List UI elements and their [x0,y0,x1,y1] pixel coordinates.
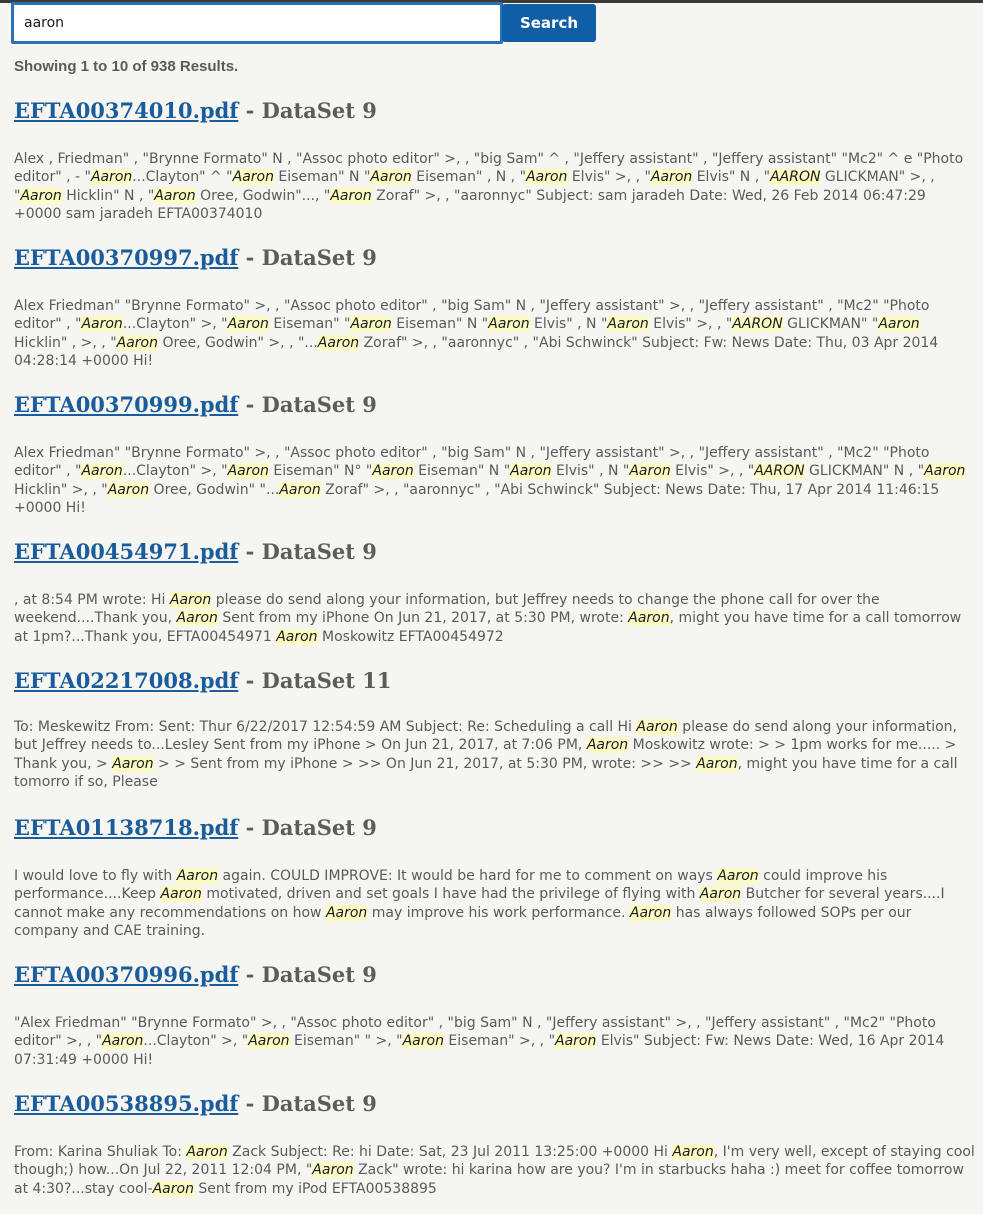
result-snippet: Alex , Friedman" , "Brynne Formato" N , "Assoc photo editor" >, , "big Sam" ^ , "Jeffery assistant" , "Jeffery assistant" "Mc2" ^ e "Photo editor" , - "Aaron...Clayton" ^ "Aaron Eiseman" N "Aaron Eiseman" , N , "Aaron Elvis" >, , "Aaron Elvis" N , "AARON GLICKMAN" >, , "Aaron Hicklin" N , "Aaron Oree, Godwin"..., "Aaron Zoraf" >, , "aaronnyc" Subject: sam jaradeh Date: Wed, 26 Feb 2014 06:47:29 +0000 sam jaradeh EFTA00374010 [14,151,964,222]
result-file-link[interactable]: EFTA00374010.pdf [14,98,239,123]
search-term-highlight: AARON [754,463,805,480]
search-term-highlight: Aaron [176,868,219,884]
search-term-highlight: Aaron [227,316,269,333]
result-title-separator: - [238,392,262,417]
search-term-highlight: Aaron [488,316,530,333]
search-term-highlight: Aaron [152,1180,194,1197]
result-file-link[interactable]: EFTA00538895.pdf [14,1091,239,1116]
result-file-link[interactable]: EFTA00454971.pdf [14,539,239,564]
search-term-highlight: Aaron [112,755,154,772]
search-term-highlight: Aaron [650,169,693,186]
search-term-highlight: Aaron [232,169,274,186]
search-result [14,245,974,369]
search-term-highlight: Aaron [629,463,671,480]
result-snippet: "Alex Friedman" "Brynne Formato" >, , "Assoc photo editor" , "big Sam" N , "Jeffery assistant" >, , "Jeffery assistant" , "Mc2" "Photo editor" >, , "Aaron...Clayton" >, "Aaron Eiseman" " >, "Aaron Eiseman" >, , "Aaron Elvis" Subject: Fw: News Date: Wed, 16 Apr 2014 07:31:49 +0000 Hi! [14,1015,945,1068]
result-title [14,393,974,417]
search-term-highlight: Aaron [696,755,738,772]
search-term-highlight: Aaron [924,463,966,480]
search-term-highlight: Aaron [526,169,568,186]
search-term-highlight: Aaron [699,886,742,903]
search-term-highlight: Aaron [586,737,629,754]
search-result [14,815,974,939]
search-term-highlight: Aaron [555,1033,597,1050]
search-input[interactable] [11,2,503,44]
search-term-highlight: Aaron [350,316,392,333]
result-file-link[interactable]: EFTA00370996.pdf [14,962,239,987]
search-term-highlight: Aaron [607,316,649,333]
search-term-highlight: Aaron [248,1033,290,1050]
search-result [14,668,974,790]
result-dataset-label: DataSet 9 [261,539,377,564]
result-title-separator: - [238,815,262,840]
result-title [14,963,974,987]
search-term-highlight: Aaron [107,481,150,498]
result-dataset-label: DataSet 9 [261,392,377,417]
search-term-highlight: Aaron [102,1033,144,1050]
result-file-link[interactable]: EFTA00370999.pdf [14,392,239,417]
search-term-highlight: Aaron [628,610,670,627]
search-result [14,1091,975,1197]
result-dataset-label: DataSet 9 [261,962,377,987]
result-snippet: Alex Friedman" "Brynne Formato" >, , "Assoc photo editor" , "big Sam" N , "Jeffery assistant" >, , "Jeffery assistant" , "Mc2" "Photo editor" , "Aaron...Clayton" >, "Aaron Eiseman" N° "Aaron Eiseman" N "Aaron Elvis" , N "Aaron Elvis" >, , "AARON GLICKMAN" N , "Aaron Hicklin" >, , "Aaron Oree, Godwin" "...Aaron Zoraf" >, , "aaronnyc" , "Abi Schwinck" Subject: News Date: Thu, 17 Apr 2014 11:46:15 +0000 Hi! [14,445,966,516]
search-term-highlight: Aaron [330,187,372,204]
result-file-link[interactable]: EFTA02217008.pdf [14,668,239,693]
search-term-highlight: Aaron [81,463,123,480]
result-snippet: Alex Friedman" "Brynne Formato" >, , "Assoc photo editor" , "big Sam" N , "Jeffery assistant" >, , "Jeffery assistant" , "Mc2" "Photo editor" , "Aaron...Clayton" >, "Aaron Eiseman" "Aaron Eiseman" N "Aaron Elvis" , N "Aaron Elvis" >, , "AARON GLICKMAN" "Aaron Hicklin" , >, , "Aaron Oree, Godwin" >, , "...Aaron Zoraf" >, , "aaronnyc" , "Abi Schwinck" Subject: Fw: News Date: Thu, 03 Apr 2014 04:28:14 +0000 Hi! [14,298,939,369]
search-result [14,392,974,516]
result-title [14,540,974,564]
result-title-separator: - [238,98,262,123]
search-term-highlight: Aaron [81,316,123,333]
result-title [14,669,974,693]
search-term-highlight: Aaron [276,628,318,645]
search-term-highlight: Aaron [878,316,920,333]
search-term-highlight: Aaron [154,187,196,204]
results-count: Showing 1 to 10 of 938 Results. [14,58,239,75]
search-term-highlight: Aaron [402,1033,444,1050]
search-term-highlight: AARON [732,316,783,333]
result-title [14,1092,974,1116]
search-term-highlight: Aaron [717,868,759,884]
search-term-highlight: AARON [770,169,821,186]
search-term-highlight: Aaron [629,904,672,921]
result-snippet: I would love to fly with Aaron again. COULD IMPROVE: It would be hard for me to comment on ways Aaron could improve his performance....Keep Aaron motivated, driven and set goals I have had the privilege of flying with Aaron Butcher for several years....I cannot make any recommendations on how Aaron may improve his work performance. Aaron has always followed SOPs per our company and CAE training. [14,868,945,939]
search-term-highlight: Aaron [325,904,368,921]
search-term-highlight: Aaron [279,481,321,498]
search-result [14,98,974,222]
search-term-highlight: Aaron [510,463,552,480]
result-snippet: , at 8:54 PM wrote: Hi Aaron please do send along your information, but Jeffrey needs to change the phone call for over the weekend....Thank you, Aaron Sent from my iPhone On Jun 21, 2017, at 5:30 PM, wrote: Aaron, might you have time for a call tomorrow at 1pm?...Thank you, EFTA00454971 Aaron Moskowitz EFTA00454972 [14,592,962,645]
search-term-highlight: Aaron [372,463,414,480]
search-bar [11,2,971,44]
result-title-separator: - [238,1091,262,1116]
search-term-highlight: Aaron [90,169,133,186]
search-term-highlight: Aaron [312,1162,354,1179]
search-term-highlight: Aaron [176,610,218,627]
search-term-highlight: Aaron [20,187,62,204]
search-term-highlight: Aaron [636,719,678,735]
search-term-highlight: Aaron [169,592,212,608]
result-title [14,99,974,123]
result-title-separator: - [238,668,262,693]
result-dataset-label: DataSet 9 [261,98,377,123]
search-term-highlight: Aaron [370,169,412,186]
search-term-highlight: Aaron [160,886,202,903]
search-button[interactable]: Search [502,4,596,42]
search-term-highlight: Aaron [227,463,269,480]
search-term-highlight: Aaron [672,1144,714,1160]
result-title-separator: - [238,245,262,270]
result-file-link[interactable]: EFTA00370997.pdf [14,245,239,270]
result-snippet: To: Meskewitz From: Sent: Thur 6/22/2017 12:54:59 AM Subject: Re: Scheduling a call Hi Aaron please do send along your information, but Jeffrey needs to...Lesley Sent from my iPhone > On Jun 21, 2017, at 7:06 PM, Aaron Moskowitz wrote: > > 1pm works for me..... > Thank you, > Aaron > > Sent from my iPhone > >> On Jun 21, 2017, at 5:30 PM, wrote: >> >> Aaron, might you have time for a call tomorro if so, Please [14,719,958,790]
result-dataset-label: DataSet 9 [261,815,377,840]
result-title [14,816,974,840]
result-dataset-label: DataSet 9 [261,1091,377,1116]
result-title-separator: - [238,962,262,987]
search-term-highlight: Aaron [186,1144,228,1160]
result-file-link[interactable]: EFTA01138718.pdf [14,815,239,840]
search-term-highlight: Aaron [116,334,158,351]
result-dataset-label: DataSet 9 [261,245,377,270]
result-dataset-label: DataSet 11 [261,668,392,693]
result-title-separator: - [238,539,262,564]
search-result [14,539,974,645]
result-title [14,246,974,270]
result-snippet: From: Karina Shuliak To: Aaron Zack Subject: Re: hi Date: Sat, 23 Jul 2011 13:25:00 +0000 Hi Aaron, I'm very well, except of staying cool though;) how...On Jul 22, 2011 12:04 PM, "Aaron Zack" wrote: hi karina how are you? I'm in starbucks haha :) meet for coffee tomorrow at 4:30?...stay cool-Aaron Sent from my iPod EFTA00538895 [14,1144,975,1197]
search-term-highlight: Aaron [317,334,360,351]
search-result [14,962,974,1068]
